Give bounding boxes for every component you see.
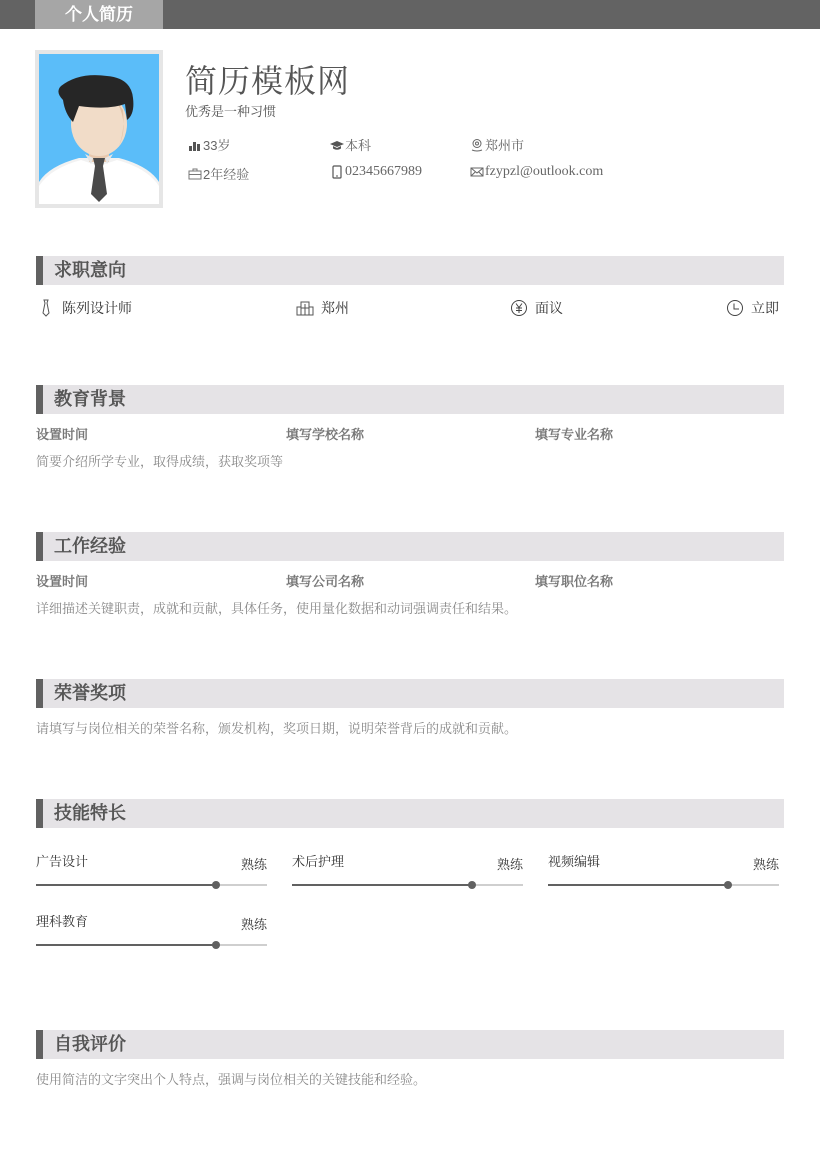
clock-icon [726,299,744,317]
section-title: 荣誉奖项 [54,683,126,703]
honors-description: 请填写与岗位相关的荣誉名称，颁发机构，奖项日期，说明荣誉背后的成就和贡献。 [36,721,518,736]
intent-availability [726,298,779,318]
skill-bar-knob [724,881,732,889]
building-icon [296,299,314,317]
skill-bar-fill [36,884,216,886]
skill-bar-knob [468,881,476,889]
education-time: 设置时间 [36,427,89,442]
education-major: 填写专业名称 [535,427,614,442]
envelope-icon [470,165,484,179]
skill-bar-fill [292,884,472,886]
skill-bar [548,884,779,886]
intent-city-value: 郑州 [321,300,349,316]
education-description: 简要介绍所学专业，取得成绩，获取奖项等 [36,454,284,469]
resume-name: 简历模板网 [185,63,351,99]
work-time: 设置时间 [36,574,89,589]
skill-bar [292,884,523,886]
education-value: 本科 [345,138,372,153]
intent-position [37,298,132,318]
section-title: 技能特长 [54,803,126,823]
work-company: 填写公司名称 [286,574,365,589]
yen-circle-icon [510,299,528,317]
skill-item [36,851,267,901]
section-title: 工作经验 [54,536,126,556]
section-title: 求职意向 [54,260,126,280]
section-header-self-eval [36,1030,784,1059]
resume-tab-label: 个人简历 [35,0,163,29]
info-experience [188,164,249,183]
briefcase-icon [188,167,202,181]
phone-value: 02345667989 [345,164,422,179]
skill-level: 熟练 [496,857,523,872]
graduation-cap-icon [330,138,344,152]
section-header-education [36,385,784,414]
skill-name: 广告设计 [36,854,89,869]
section-title: 自我评价 [54,1034,126,1054]
info-age [188,135,230,154]
section-header-work [36,532,784,561]
self-eval-description: 使用简洁的文字突出个人特点，强调与岗位相关的关键技能和经验。 [36,1072,427,1087]
skill-item [548,851,779,901]
location-pin-icon [470,138,484,152]
skill-level: 熟练 [752,857,779,872]
skill-item [36,911,267,961]
skill-bar-knob [212,941,220,949]
bar-chart-icon [188,138,202,152]
email-value: fzypzl@outlook.com [485,164,604,179]
resume-motto: 优秀是一种习惯 [185,104,277,119]
skill-name: 理科教育 [36,914,89,929]
top-bar [0,0,820,29]
skill-bar-fill [36,944,216,946]
info-email [470,164,603,180]
skill-bar-knob [212,881,220,889]
info-city [470,135,524,154]
avatar [35,50,163,208]
experience-value: 2年经验 [203,167,250,182]
info-education [330,135,371,154]
work-description: 详细描述关键职责，成就和贡献，具体任务，使用量化数据和动词强调责任和结果。 [36,601,518,616]
education-school: 填写学校名称 [286,427,365,442]
skill-item [292,851,523,901]
mobile-phone-icon [330,165,344,179]
skill-name: 术后护理 [292,854,345,869]
info-phone [330,164,422,180]
intent-salary-value: 面议 [535,300,563,316]
city-value: 郑州市 [485,138,525,153]
age-value: 33岁 [203,138,231,153]
skill-name: 视频编辑 [548,854,601,869]
skill-bar-fill [548,884,728,886]
section-title: 教育背景 [54,389,126,409]
skill-bar [36,944,267,946]
skill-bar [36,884,267,886]
avatar-illustration-icon [39,54,159,204]
work-position: 填写职位名称 [535,574,614,589]
tie-icon [37,299,55,317]
skill-level: 熟练 [240,917,267,932]
intent-salary [510,298,563,318]
intent-availability-value: 立即 [751,300,779,316]
section-header-honors [36,679,784,708]
intent-city [296,298,349,318]
section-header-skills [36,799,784,828]
skill-level: 熟练 [240,857,267,872]
section-header-intent [36,256,784,285]
intent-position-value: 陈列设计师 [62,300,132,316]
